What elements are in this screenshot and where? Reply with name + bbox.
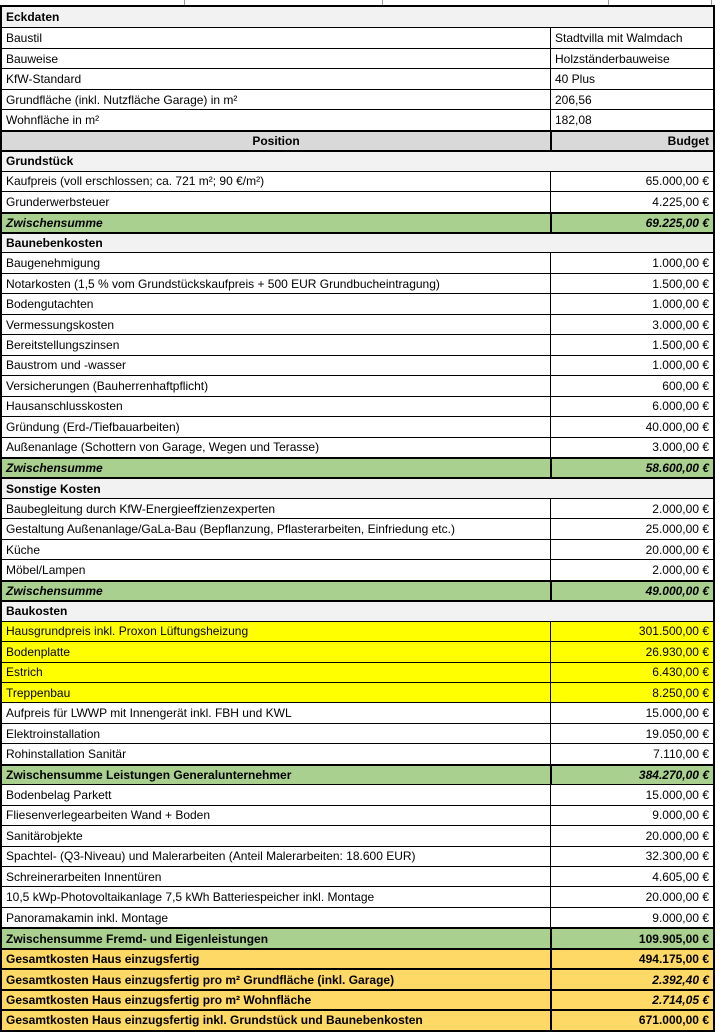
position-cell[interactable]: Estrich: [6, 665, 43, 680]
position-cell[interactable]: Elektroinstallation: [6, 726, 101, 741]
budget-cell[interactable]: 49.000,00 €: [550, 582, 713, 600]
position-cell[interactable]: Grunderwerbsteuer: [6, 194, 110, 209]
budget-cell[interactable]: 109.905,00 €: [550, 929, 713, 947]
position-cell[interactable]: Rohinstallation Sanitär: [6, 747, 127, 762]
position-cell[interactable]: Zwischensumme Fremd- und Eigenleistungen: [6, 931, 269, 946]
position-cell[interactable]: Baubegleitung durch KfW-Energieeffzienzexperten: [6, 501, 276, 516]
budget-cell[interactable]: 20.000,00 €: [550, 826, 713, 845]
budget-cell[interactable]: 32.300,00 €: [550, 847, 713, 866]
table-row: [2, 375, 713, 395]
section-header-row: [2, 600, 713, 620]
position-cell[interactable]: Gründung (Erd-/Tiefbauarbeiten): [6, 419, 180, 434]
budget-cell[interactable]: 2.392,40 €: [550, 970, 713, 988]
spec-value[interactable]: Holzständerbauweise: [550, 49, 713, 68]
gridline: [184, 0, 185, 5]
section-title[interactable]: Baunebenkosten: [6, 236, 103, 251]
gridline: [608, 0, 609, 5]
total-row: [2, 968, 713, 988]
budget-cell[interactable]: 1.000,00 €: [550, 253, 713, 272]
position-cell[interactable]: Möbel/Lampen: [6, 562, 86, 577]
table-row: [2, 641, 713, 661]
position-cell[interactable]: Zwischensumme: [6, 461, 103, 476]
table-row: [2, 293, 713, 313]
table-row: [2, 621, 713, 641]
budget-cell[interactable]: 2.000,00 €: [550, 560, 713, 579]
position-cell[interactable]: Gesamtkosten Haus einzugsfertig pro m² Wohnfläche: [6, 992, 312, 1007]
budget-cell[interactable]: 301.500,00 €: [550, 622, 713, 641]
position-cell[interactable]: Fliesenverlegearbeiten Wand + Boden: [6, 808, 211, 823]
section-title[interactable]: Sonstige Kosten: [6, 481, 101, 496]
budget-cell[interactable]: 9.000,00 €: [550, 908, 713, 927]
section-title[interactable]: Baukosten: [6, 604, 68, 619]
total-row: [2, 989, 713, 1009]
spec-row: [2, 27, 713, 47]
budget-cell[interactable]: 26.930,00 €: [550, 642, 713, 661]
budget-cell[interactable]: 40.000,00 €: [550, 417, 713, 436]
table-row: [2, 314, 713, 334]
position-header[interactable]: Position: [252, 133, 300, 148]
position-cell[interactable]: Zwischensumme: [6, 583, 103, 598]
budget-cell[interactable]: 1.500,00 €: [550, 335, 713, 354]
spec-label[interactable]: Grundfläche (inkl. Nutzfläche Garage) in m²: [6, 92, 238, 107]
table-row: [2, 498, 713, 518]
gridline: [711, 0, 712, 5]
position-cell[interactable]: Aufpreis für LWWP mit Innengerät inkl. FBH und KWL: [6, 706, 292, 721]
budget-cell[interactable]: 671.000,00 €: [550, 1011, 713, 1029]
position-cell[interactable]: Vermessungskosten: [6, 317, 115, 332]
table-row: [2, 784, 713, 804]
table-row: [2, 846, 713, 866]
budget-cell[interactable]: 1.500,00 €: [550, 274, 713, 293]
table-row: [2, 825, 713, 845]
spec-row: [2, 109, 713, 129]
subtotal-row: [2, 764, 713, 784]
position-cell[interactable]: Notarkosten (1,5 % vom Grundstückskaufpreis + 500 EUR Grundbucheintragung): [6, 276, 440, 291]
spec-label[interactable]: KfW-Standard: [6, 72, 82, 87]
budget-cell[interactable]: 19.050,00 €: [550, 724, 713, 743]
section-header-row: [2, 7, 713, 27]
table-row: [2, 396, 713, 416]
table-row: [2, 559, 713, 579]
spec-value[interactable]: 206,56: [550, 90, 713, 109]
position-cell[interactable]: Bodenplatte: [6, 644, 71, 659]
subtotal-row: [2, 457, 713, 477]
position-cell[interactable]: Küche: [6, 542, 41, 557]
spec-row: [2, 68, 713, 88]
table-row: [2, 437, 713, 457]
section-header-row: [2, 477, 713, 497]
table-row: [2, 191, 713, 211]
position-cell[interactable]: Panoramakamin inkl. Montage: [6, 910, 169, 925]
position-cell[interactable]: Bodenbelag Parkett: [6, 787, 112, 802]
table-row: [2, 252, 713, 272]
table-row: [2, 723, 713, 743]
spec-value[interactable]: 182,08: [550, 110, 713, 129]
position-cell[interactable]: Baugenehmigung: [6, 256, 101, 271]
spec-value[interactable]: Stadtvilla mit Walmdach: [550, 28, 713, 47]
position-cell[interactable]: Gestaltung Außenanlage/GaLa-Bau (Bepflanzung, Pflasterarbeiten, Einfriedung etc.): [6, 522, 455, 537]
table-row: [2, 334, 713, 354]
position-cell[interactable]: Gesamtkosten Haus einzugsfertig pro m² Grundfläche (inkl. Garage): [6, 972, 395, 987]
spec-label[interactable]: Wohnfläche in m²: [6, 112, 100, 127]
spec-row: [2, 89, 713, 109]
table-row: [2, 171, 713, 191]
budget-cell[interactable]: 600,00 €: [550, 376, 713, 395]
subtotal-row: [2, 927, 713, 947]
position-cell[interactable]: 10,5 kWp-Photovoltaikanlage 7,5 kWh Batteriespeicher inkl. Montage: [6, 890, 375, 905]
column-header-row: [2, 130, 713, 150]
budget-cell[interactable]: 15.000,00 €: [550, 703, 713, 722]
sheet-top-strip: [0, 0, 715, 5]
table-row: [2, 886, 713, 906]
table-row: [2, 518, 713, 538]
position-cell[interactable]: Außenanlage (Schottern von Garage, Wegen und Terasse): [6, 440, 320, 455]
position-cell[interactable]: Hausgrundpreis inkl. Proxon Lüftungsheizung: [6, 624, 249, 639]
subtotal-row: [2, 580, 713, 600]
budget-header[interactable]: Budget: [550, 132, 713, 150]
table-row: [2, 682, 713, 702]
table-row: [2, 416, 713, 436]
budget-cell[interactable]: 20.000,00 €: [550, 887, 713, 906]
budget-cell[interactable]: 20.000,00 €: [550, 540, 713, 559]
position-cell[interactable]: Zwischensumme Leistungen Generalunternehmer: [6, 767, 292, 782]
budget-cell[interactable]: 1.000,00 €: [550, 356, 713, 375]
budget-cell[interactable]: 15.000,00 €: [550, 785, 713, 804]
table-row: [2, 662, 713, 682]
position-cell[interactable]: Kaufpreis (voll erschlossen; ca. 721 m²; 90 €/m²): [6, 174, 265, 189]
table-row: [2, 355, 713, 375]
table-row: [2, 743, 713, 763]
budget-cell[interactable]: 25.000,00 €: [550, 519, 713, 538]
section-header-row: [2, 232, 713, 252]
budget-cell[interactable]: 6.430,00 €: [550, 663, 713, 682]
budget-cell[interactable]: 494.175,00 €: [550, 950, 713, 968]
budget-cell[interactable]: 3.000,00 €: [550, 438, 713, 457]
position-cell[interactable]: Treppenbau: [6, 685, 71, 700]
position-cell[interactable]: Spachtel- (Q3-Niveau) und Malerarbeiten (Anteil Malerarbeiten: 18.600 EUR): [6, 849, 416, 864]
table-row: [2, 805, 713, 825]
budget-cell[interactable]: 8.250,00 €: [550, 683, 713, 702]
section-header-row: [2, 150, 713, 170]
position-cell[interactable]: Zwischensumme: [6, 215, 103, 230]
budget-cell[interactable]: 1.000,00 €: [550, 294, 713, 313]
position-cell[interactable]: Hausanschlusskosten: [6, 399, 123, 414]
spec-label[interactable]: Baustil: [6, 31, 43, 46]
position-cell[interactable]: Bodengutachten: [6, 297, 94, 312]
budget-table: [0, 5, 715, 1032]
total-row: [2, 1009, 713, 1029]
budget-cell[interactable]: 9.000,00 €: [550, 806, 713, 825]
budget-cell[interactable]: 7.110,00 €: [550, 744, 713, 763]
budget-cell[interactable]: 58.600,00 €: [550, 459, 713, 477]
budget-cell[interactable]: 3.000,00 €: [550, 315, 713, 334]
budget-cell[interactable]: 65.000,00 €: [550, 172, 713, 191]
position-cell[interactable]: Versicherungen (Bauherrenhaftpflicht): [6, 378, 209, 393]
position-cell[interactable]: Schreinerarbeiten Innentüren: [6, 869, 162, 884]
budget-cell[interactable]: 6.000,00 €: [550, 397, 713, 416]
spec-value[interactable]: 40 Plus: [550, 69, 713, 88]
budget-cell[interactable]: 2.000,00 €: [550, 499, 713, 518]
table-row: [2, 907, 713, 927]
budget-cell[interactable]: 4.605,00 €: [550, 867, 713, 886]
section-title[interactable]: Eckdaten: [6, 10, 60, 25]
section-title[interactable]: Grundstück: [6, 154, 74, 169]
total-row: [2, 948, 713, 968]
position-cell[interactable]: Baustrom und -wasser: [6, 358, 127, 373]
position-cell[interactable]: Gesamtkosten Haus einzugsfertig: [6, 952, 200, 967]
table-row: [2, 539, 713, 559]
table-row: [2, 866, 713, 886]
position-cell[interactable]: Gesamtkosten Haus einzugsfertig inkl. Grundstück und Baunebenkosten: [6, 1013, 423, 1028]
budget-cell[interactable]: 4.225,00 €: [550, 192, 713, 211]
spec-row: [2, 48, 713, 68]
subtotal-row: [2, 212, 713, 232]
spec-label[interactable]: Bauweise: [6, 51, 59, 66]
budget-cell[interactable]: 2.714,05 €: [550, 991, 713, 1009]
gridline: [382, 0, 383, 5]
table-row: [2, 702, 713, 722]
position-cell[interactable]: Bereitstellungszinsen: [6, 337, 120, 352]
budget-cell[interactable]: 384.270,00 €: [550, 766, 713, 784]
table-row: [2, 273, 713, 293]
budget-cell[interactable]: 69.225,00 €: [550, 214, 713, 232]
position-cell[interactable]: Sanitärobjekte: [6, 828, 83, 843]
